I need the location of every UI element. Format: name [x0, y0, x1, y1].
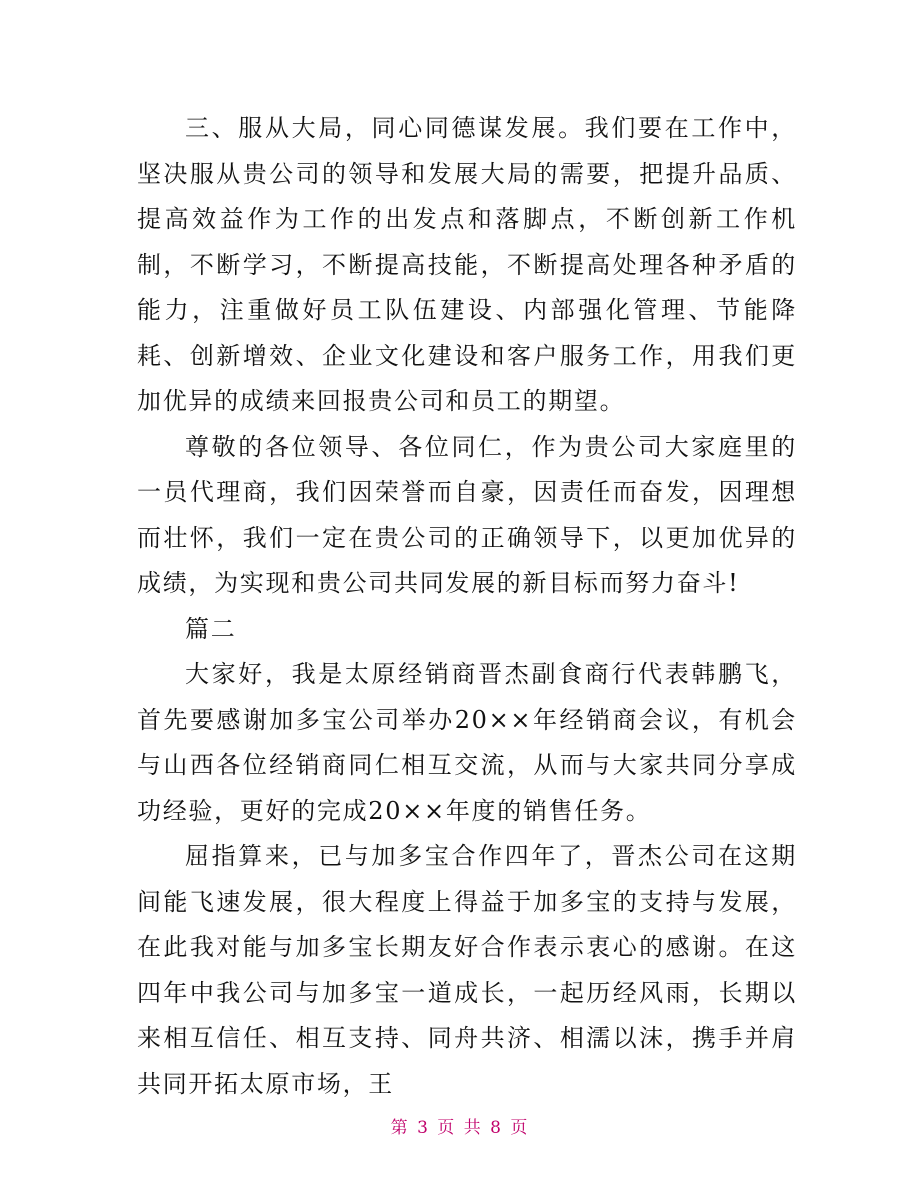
paragraph-closing-remarks: 尊敬的各位领导、各位同仁，作为贵公司大家庭里的一员代理商，我们因荣誉而自豪，因责任而奋发，因理想而壮怀，我们一定在贵公司的正确领导下，以更加优异的成绩，为实现和贵公司共同发展的新目标而努力奋斗! — [137, 432, 797, 597]
paragraph-cooperation: 屈指算来，已与加多宝合作四年了，晋杰公司在这期间能飞速发展，很大程度上得益于加多宝的支持与发展，在此我对能与加多宝长期友好合作表示衷心的感谢。在这四年中我公司与加多宝一道成长，一起历经风雨，长期以来相互信任、相互支持、同舟共济、相濡以沫，携手并肩共同开拓太原市场，王 — [137, 842, 797, 1098]
paragraph-greeting: 大家好，我是太原经销商晋杰副食商行代表韩鹏飞，首先要感谢加多宝公司举办20××年经销商会议，有机会与山西各位经销商同仁相互交流，从而与大家共同分享成功经验，更好的完成20××年度的销售任务。 — [137, 660, 797, 825]
section-heading-part-two: 篇二 — [185, 614, 237, 643]
page-number-footer: 第 3 页 共 8 页 — [390, 1118, 530, 1138]
document-body — [137, 106, 797, 1107]
paragraph-section-three: 三、服从大局，同心同德谋发展。我们要在工作中，坚决服从贵公司的领导和发展大局的需要，把提升品质、提高效益作为工作的出发点和落脚点，不断创新工作机制，不断学习，不断提高技能，不断提高处理各种矛盾的能力，注重做好员工队伍建设、内部强化管理、节能降耗、创新增效、企业文化建设和客户服务工作，用我们更加优异的成绩来回报贵公司和员工的期望。 — [137, 114, 797, 415]
